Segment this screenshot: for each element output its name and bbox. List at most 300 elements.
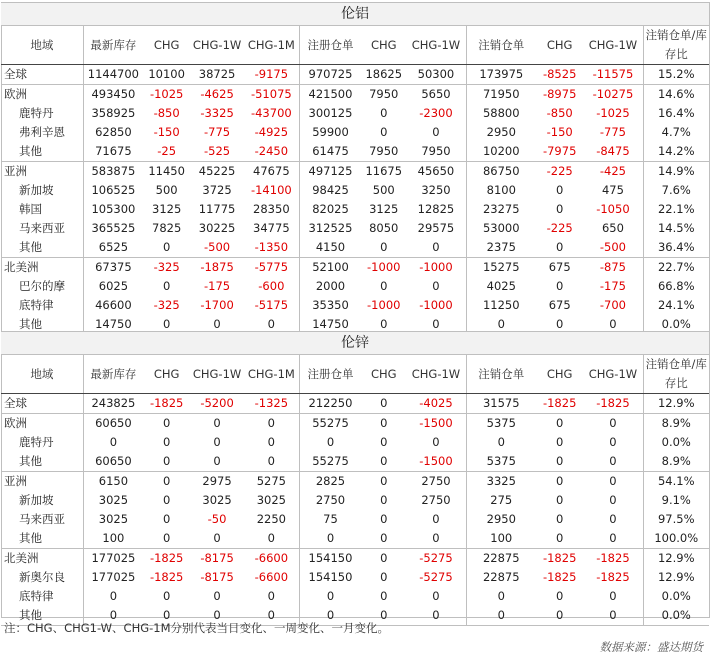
table-cell: 0 bbox=[162, 416, 171, 430]
table-row bbox=[1, 104, 709, 123]
region-label: 鹿特丹 bbox=[19, 435, 54, 449]
table-cell: 38725 bbox=[190, 65, 244, 85]
table-cell: -1825 bbox=[149, 551, 184, 565]
table-cell: -1000 bbox=[367, 298, 401, 312]
table-cell: 6150 bbox=[83, 472, 143, 492]
table-cell: 2375 bbox=[466, 238, 536, 258]
table-cell: -1825 bbox=[596, 570, 630, 584]
region-label: 其他 bbox=[1, 238, 83, 258]
table-cell: -8175 bbox=[200, 570, 234, 584]
table-cell: 0 bbox=[380, 493, 388, 507]
table-cell: 7825 bbox=[152, 221, 182, 235]
column-header: 注册仓单 bbox=[299, 355, 361, 394]
region-label: 其他 bbox=[1, 452, 83, 472]
table-cell: 24.1% bbox=[643, 296, 709, 315]
table-cell: -500 bbox=[190, 238, 244, 258]
table-cell: 0 bbox=[244, 606, 300, 626]
column-header: 注册仓单 bbox=[299, 26, 361, 65]
table-cell: 0 bbox=[361, 529, 406, 549]
table-cell: 3025 bbox=[256, 493, 286, 507]
table-cell: 9.1% bbox=[643, 491, 709, 510]
region-label: 全球 bbox=[1, 394, 83, 414]
table-row bbox=[1, 472, 709, 492]
table-cell: 0 bbox=[143, 315, 190, 335]
table-cell: 28350 bbox=[253, 202, 290, 216]
table-cell: 86750 bbox=[466, 162, 536, 182]
table-cell: -4925 bbox=[254, 125, 289, 139]
table-row bbox=[1, 433, 709, 452]
table-cell: 0 bbox=[406, 238, 466, 258]
table-cell: 105300 bbox=[83, 200, 143, 219]
table-cell: 2950 bbox=[466, 510, 536, 529]
table-cell: -150 bbox=[153, 125, 180, 139]
aluminum-inventory-table bbox=[1, 2, 709, 335]
table-cell: 6025 bbox=[83, 277, 143, 296]
table-cell: 0.0% bbox=[643, 587, 709, 606]
region-label: 北美洲 bbox=[4, 551, 39, 565]
table-cell: -2450 bbox=[244, 142, 300, 162]
table-cell: 22.7% bbox=[643, 258, 709, 278]
table-cell: 55275 bbox=[299, 452, 361, 472]
table-cell: -1000 bbox=[367, 260, 401, 274]
table-cell: 0 bbox=[556, 279, 564, 293]
table-cell: 52100 bbox=[299, 258, 361, 278]
table-cell: 0 bbox=[361, 238, 406, 258]
table-cell: 0 bbox=[83, 587, 143, 606]
table-cell: 0 bbox=[299, 529, 361, 549]
table-cell: -775 bbox=[204, 125, 231, 139]
table-cell: 970725 bbox=[299, 65, 361, 85]
table-cell: 29575 bbox=[417, 221, 455, 235]
table-cell: 0 bbox=[299, 587, 361, 606]
region-label: 韩国 bbox=[19, 202, 42, 216]
table-title: 伦铝 bbox=[1, 3, 709, 26]
table-cell: -7975 bbox=[536, 142, 583, 162]
table-cell: 0 bbox=[299, 606, 361, 626]
table-cell: 475 bbox=[601, 183, 624, 197]
table-cell: 675 bbox=[548, 298, 571, 312]
table-cell: 59900 bbox=[299, 123, 361, 142]
table-cell: 0 bbox=[609, 474, 617, 488]
column-header: CHG bbox=[143, 355, 190, 394]
table-cell: 12.9% bbox=[643, 549, 709, 569]
table-cell: 10100 bbox=[143, 65, 190, 85]
table-cell: -1025 bbox=[596, 106, 630, 120]
table-cell: 0 bbox=[466, 606, 536, 626]
region-label: 马来西亚 bbox=[19, 512, 65, 526]
table-cell: -1050 bbox=[596, 202, 630, 216]
table-cell: -3325 bbox=[200, 106, 234, 120]
table-cell: 0 bbox=[143, 529, 190, 549]
table-cell: -1825 bbox=[143, 394, 190, 414]
table-cell: 0 bbox=[190, 606, 244, 626]
table-cell: 0 bbox=[361, 606, 406, 626]
table-cell: 0 bbox=[609, 416, 617, 430]
table-cell: 18625 bbox=[361, 65, 406, 85]
table-cell: 22875 bbox=[466, 568, 536, 587]
table-cell: -1875 bbox=[200, 260, 234, 274]
table-cell: -4625 bbox=[200, 87, 234, 101]
table-cell: -150 bbox=[546, 125, 573, 139]
table-cell: 500 bbox=[155, 183, 178, 197]
table-cell: 275 bbox=[466, 491, 536, 510]
table-cell: 0 bbox=[244, 529, 300, 549]
table-row bbox=[1, 549, 709, 569]
table-cell: -325 bbox=[153, 298, 180, 312]
table-row bbox=[1, 414, 709, 434]
table-cell: 0 bbox=[361, 452, 406, 472]
table-cell: 100 bbox=[466, 529, 536, 549]
table-cell: 300125 bbox=[299, 104, 361, 123]
table-cell: -43700 bbox=[250, 106, 292, 120]
table-cell: 60650 bbox=[83, 414, 143, 434]
zinc-inventory-table bbox=[1, 331, 709, 626]
table-cell: 0 bbox=[556, 416, 564, 430]
table-cell: 0 bbox=[406, 606, 466, 626]
table-cell: 583875 bbox=[83, 162, 143, 182]
table-row bbox=[1, 200, 709, 219]
region-label: 亚洲 bbox=[4, 474, 27, 488]
column-header: 注销仓单 bbox=[466, 26, 536, 65]
table-cell: 98425 bbox=[299, 181, 361, 200]
region-label: 亚洲 bbox=[4, 164, 27, 178]
table-cell: 62850 bbox=[83, 123, 143, 142]
table-cell: 0 bbox=[536, 238, 583, 258]
table-row bbox=[1, 123, 709, 142]
region-label: 其他 bbox=[1, 606, 83, 626]
column-header: CHG bbox=[536, 26, 583, 65]
table-cell: 0 bbox=[267, 435, 275, 449]
table-cell: 2975 bbox=[202, 474, 232, 488]
table-cell: 36.4% bbox=[643, 238, 709, 258]
table-title: 伦锌 bbox=[1, 332, 709, 355]
table-cell: -1500 bbox=[419, 416, 453, 430]
table-cell: 0 bbox=[536, 529, 583, 549]
table-cell: 0.0% bbox=[643, 433, 709, 452]
table-cell: -6600 bbox=[254, 570, 289, 584]
table-cell: 0 bbox=[380, 106, 388, 120]
table-cell: 0 bbox=[267, 589, 275, 603]
table-row bbox=[1, 277, 709, 296]
table-row bbox=[1, 587, 709, 606]
table-row bbox=[1, 238, 709, 258]
data-source: 数据来源：盛达期货 bbox=[599, 640, 703, 654]
table-cell: 0 bbox=[556, 512, 564, 526]
table-cell: -175 bbox=[204, 279, 231, 293]
table-cell: -1825 bbox=[583, 394, 643, 414]
table-cell: -1825 bbox=[542, 551, 577, 565]
table-cell: 100 bbox=[83, 529, 143, 549]
table-cell: -5275 bbox=[419, 551, 453, 565]
table-cell: 0 bbox=[267, 416, 275, 430]
table-row bbox=[1, 510, 709, 529]
table-cell: -700 bbox=[599, 298, 626, 312]
region-label: 新加坡 bbox=[19, 493, 54, 507]
table-cell: 0 bbox=[361, 394, 406, 414]
table-cell: 312525 bbox=[299, 219, 361, 238]
table-cell: -875 bbox=[599, 260, 626, 274]
table-cell: 67375 bbox=[83, 258, 143, 278]
table-cell: 3125 bbox=[152, 202, 182, 216]
table-cell: 2000 bbox=[299, 277, 361, 296]
table-cell: -8475 bbox=[583, 142, 643, 162]
column-header: 注销仓单/库存比 bbox=[643, 26, 709, 65]
table-cell: -5275 bbox=[419, 570, 453, 584]
region-label: 巴尔的摩 bbox=[19, 279, 65, 293]
table-cell: 493450 bbox=[83, 85, 143, 105]
region-label: 马来西亚 bbox=[19, 221, 65, 235]
table-row bbox=[1, 568, 709, 587]
table-cell: -1825 bbox=[149, 570, 184, 584]
table-cell: 6525 bbox=[83, 238, 143, 258]
table-cell: 212250 bbox=[299, 394, 361, 414]
header-row bbox=[1, 355, 709, 394]
table-cell: -2300 bbox=[419, 106, 453, 120]
table-cell: 1144700 bbox=[83, 65, 143, 85]
table-cell: 365525 bbox=[83, 219, 143, 238]
table-cell: 8.9% bbox=[643, 452, 709, 472]
table-cell: 11675 bbox=[365, 164, 403, 178]
table-cell: 14750 bbox=[299, 315, 361, 335]
table-cell: 0 bbox=[162, 435, 171, 449]
table-cell: 8100 bbox=[466, 181, 536, 200]
table-cell: 0 bbox=[583, 452, 643, 472]
column-header: 最新库存 bbox=[83, 26, 143, 65]
table-cell: -8975 bbox=[542, 87, 577, 101]
table-cell: 0 bbox=[609, 493, 617, 507]
region-label: 其他 bbox=[1, 529, 83, 549]
table-cell: 5375 bbox=[466, 414, 536, 434]
table-cell: -175 bbox=[599, 279, 626, 293]
table-row bbox=[1, 181, 709, 200]
table-cell: 0 bbox=[190, 315, 244, 335]
table-cell: 15.2% bbox=[643, 65, 709, 85]
table-cell: 0 bbox=[609, 435, 617, 449]
table-cell: 14.2% bbox=[643, 142, 709, 162]
table-cell: -1000 bbox=[419, 298, 453, 312]
table-cell: 0 bbox=[432, 589, 440, 603]
table-cell: 0 bbox=[556, 493, 564, 507]
table-row bbox=[1, 142, 709, 162]
table-cell: 0 bbox=[244, 315, 300, 335]
table-row bbox=[1, 85, 709, 105]
column-header: 注销仓单 bbox=[466, 355, 536, 394]
table-cell: 0 bbox=[432, 279, 440, 293]
table-cell: 16.4% bbox=[643, 104, 709, 123]
table-cell: 55275 bbox=[299, 414, 361, 434]
table-cell: -6600 bbox=[254, 551, 289, 565]
table-cell: 0 bbox=[244, 452, 300, 472]
table-cell: -5775 bbox=[254, 260, 289, 274]
table-cell: 0 bbox=[466, 433, 536, 452]
table-cell: 30225 bbox=[198, 221, 236, 235]
region-label: 北美洲 bbox=[4, 260, 39, 274]
table-cell: 2750 bbox=[299, 491, 361, 510]
table-cell: 0 bbox=[143, 452, 190, 472]
table-cell: 0 bbox=[380, 512, 388, 526]
table-cell: -1825 bbox=[542, 570, 577, 584]
table-cell: 0 bbox=[143, 238, 190, 258]
column-header: 地域 bbox=[1, 355, 83, 394]
table-cell: 0 bbox=[213, 589, 221, 603]
table-cell: 0 bbox=[162, 279, 171, 293]
column-header: CHG-1W bbox=[583, 26, 643, 65]
region-label: 全球 bbox=[1, 65, 83, 85]
table-cell: 0 bbox=[536, 315, 583, 335]
table-cell: 0 bbox=[556, 589, 564, 603]
table-cell: -775 bbox=[599, 125, 626, 139]
table-cell: 0 bbox=[380, 474, 388, 488]
region-label: 其他 bbox=[1, 142, 83, 162]
table-cell: 2825 bbox=[299, 472, 361, 492]
table-cell: 2950 bbox=[466, 123, 536, 142]
table-cell: 12825 bbox=[417, 202, 455, 216]
table-cell: -1825 bbox=[596, 551, 630, 565]
table-cell: 0 bbox=[162, 493, 171, 507]
table-cell: 2750 bbox=[421, 493, 451, 507]
table-cell: 35350 bbox=[299, 296, 361, 315]
table-cell: 22.1% bbox=[643, 200, 709, 219]
table-cell: 50300 bbox=[406, 65, 466, 85]
table-cell: 3325 bbox=[466, 472, 536, 492]
table-cell: 177025 bbox=[83, 549, 143, 569]
table-cell: -14100 bbox=[250, 183, 292, 197]
table-row bbox=[1, 65, 709, 85]
table-row bbox=[1, 258, 709, 278]
table-cell: 0 bbox=[466, 587, 536, 606]
table-cell: 650 bbox=[601, 221, 624, 235]
column-header: CHG bbox=[143, 26, 190, 65]
table-cell: 0 bbox=[190, 529, 244, 549]
table-cell: -8525 bbox=[536, 65, 583, 85]
table-cell: 10200 bbox=[466, 142, 536, 162]
table-cell: 0 bbox=[213, 416, 221, 430]
table-cell: -1825 bbox=[536, 394, 583, 414]
table-cell: 75 bbox=[299, 510, 361, 529]
table-cell: -50 bbox=[207, 512, 227, 526]
table-cell: -1325 bbox=[244, 394, 300, 414]
column-header: 注销仓单/库存比 bbox=[643, 355, 709, 394]
table-cell: 0 bbox=[406, 315, 466, 335]
table-cell: 45225 bbox=[198, 164, 236, 178]
region-label: 鹿特丹 bbox=[19, 106, 54, 120]
table-cell: 0 bbox=[380, 551, 388, 565]
column-header: 地域 bbox=[1, 26, 83, 65]
table-cell: 177025 bbox=[83, 568, 143, 587]
table-cell: 0 bbox=[536, 606, 583, 626]
table-cell: 3125 bbox=[369, 202, 399, 216]
table-cell: 8.9% bbox=[643, 414, 709, 434]
table-cell: 58800 bbox=[466, 104, 536, 123]
table-cell: -1700 bbox=[200, 298, 234, 312]
table-cell: 500 bbox=[372, 183, 395, 197]
table-cell: 34775 bbox=[253, 221, 290, 235]
table-cell: 4150 bbox=[299, 238, 361, 258]
table-cell: -10275 bbox=[592, 87, 634, 101]
table-row bbox=[1, 162, 709, 182]
table-cell: 0.0% bbox=[643, 315, 709, 335]
table-cell: 45650 bbox=[417, 164, 455, 178]
table-cell: 5650 bbox=[421, 87, 451, 101]
table-cell: 4025 bbox=[466, 277, 536, 296]
table-cell: -25 bbox=[143, 142, 190, 162]
table-cell: 12.9% bbox=[643, 568, 709, 587]
table-title-row bbox=[1, 3, 709, 26]
table-cell: 82025 bbox=[299, 200, 361, 219]
table-cell: 7.6% bbox=[643, 181, 709, 200]
table-cell: -425 bbox=[599, 164, 626, 178]
table-cell: 66.8% bbox=[643, 277, 709, 296]
table-cell: 0 bbox=[466, 315, 536, 335]
table-cell: -850 bbox=[546, 106, 573, 120]
table-cell: 5375 bbox=[466, 452, 536, 472]
table-cell: -5175 bbox=[254, 298, 289, 312]
table-cell: 358925 bbox=[83, 104, 143, 123]
table-cell: 0 bbox=[583, 529, 643, 549]
table-cell: 61475 bbox=[299, 142, 361, 162]
region-label: 新加坡 bbox=[19, 183, 54, 197]
table-cell: 5275 bbox=[256, 474, 286, 488]
column-header: CHG bbox=[536, 355, 583, 394]
table-cell: 0 bbox=[162, 474, 171, 488]
table-cell: 4.7% bbox=[643, 123, 709, 142]
table-cell: 0 bbox=[380, 125, 388, 139]
table-row bbox=[1, 529, 709, 549]
table-row bbox=[1, 219, 709, 238]
table-cell: 0 bbox=[143, 606, 190, 626]
table-cell: 0 bbox=[583, 606, 643, 626]
column-header: CHG-1M bbox=[244, 26, 300, 65]
table-cell: 0 bbox=[213, 435, 221, 449]
region-label: 欧洲 bbox=[4, 416, 27, 430]
table-cell: 12.9% bbox=[643, 394, 709, 414]
table-cell: -11575 bbox=[583, 65, 643, 85]
table-cell: 173975 bbox=[466, 65, 536, 85]
table-cell: -8175 bbox=[200, 551, 234, 565]
table-cell: 46600 bbox=[83, 296, 143, 315]
table-cell: 31575 bbox=[466, 394, 536, 414]
table-cell: 3025 bbox=[202, 493, 232, 507]
table-cell: 0 bbox=[380, 435, 388, 449]
table-cell: 497125 bbox=[299, 162, 361, 182]
table-cell: -5200 bbox=[190, 394, 244, 414]
table-cell: 0 bbox=[609, 512, 617, 526]
table-cell: 0 bbox=[556, 435, 564, 449]
table-cell: 0 bbox=[432, 512, 440, 526]
table-cell: 0 bbox=[83, 433, 143, 452]
region-label: 底特律 bbox=[19, 589, 54, 603]
table-cell: -1350 bbox=[244, 238, 300, 258]
table-cell: -225 bbox=[546, 221, 573, 235]
region-label: 欧洲 bbox=[4, 87, 27, 101]
table-row bbox=[1, 491, 709, 510]
table-cell: 0 bbox=[162, 512, 171, 526]
table-cell: 14.6% bbox=[643, 85, 709, 105]
table-cell: 71675 bbox=[83, 142, 143, 162]
table-cell: 0 bbox=[432, 125, 440, 139]
table-cell: 0 bbox=[380, 279, 388, 293]
table-cell: 0 bbox=[432, 435, 440, 449]
table-cell: 0 bbox=[162, 589, 171, 603]
table-cell: 0 bbox=[380, 570, 388, 584]
table-cell: 14.5% bbox=[643, 219, 709, 238]
table-cell: 7950 bbox=[361, 142, 406, 162]
table-cell: 0 bbox=[583, 315, 643, 335]
table-row bbox=[1, 296, 709, 315]
table-cell: 14750 bbox=[83, 315, 143, 335]
table-cell: 0 bbox=[556, 183, 564, 197]
table-cell: 0 bbox=[361, 315, 406, 335]
